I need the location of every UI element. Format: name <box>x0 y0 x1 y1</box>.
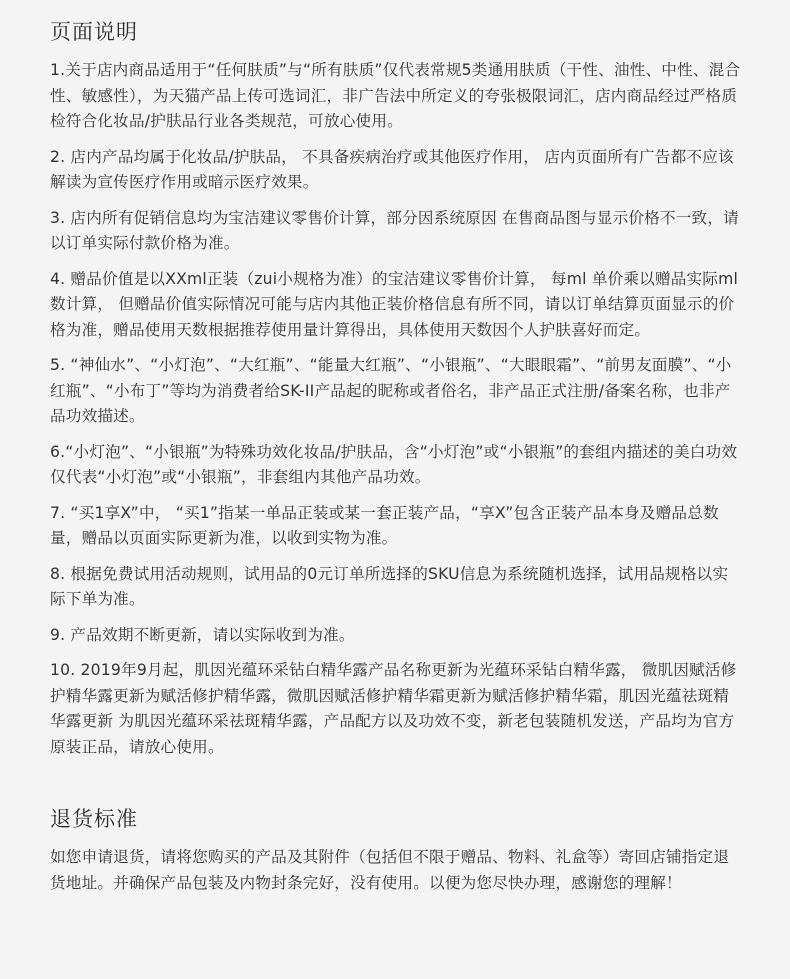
description-paragraph-3: 3. 店内所有促销信息均为宝洁建议零售价计算，部分因系统原因 在售商品图与显示价格不一致，请以订单实际付款价格为准。 <box>50 208 739 252</box>
description-paragraph-10: 10. 2019年9月起，肌因光蕴环采钻白精华露产品名称更新为光蕴环采钻白精华露， 微肌因赋活修护精华露更新为赋活修护精华露，微肌因赋活修护精华霜更新为赋活修护精华霜，肌因光蕴祛斑精华露更新 为肌因光蕴环采祛斑精华露，产品配方以及功效不变，新老包装随机发送，产品均为官方原装正品，请放心使用。 <box>50 661 737 756</box>
description-paragraph-1: 1.关于店内商品适用于“任何肤质”与“所有肤质”仅代表常规5类通用肤质（干性、油性、中性、混合性、敏感性），为天猫产品上传可选词汇，非广告法中所定义的夸张极限词汇，店内商品经过严格质检符合化妆品/护肤品行业各类规范，可放心使用。 <box>50 61 741 130</box>
description-paragraph-5: 5. “神仙水”、“小灯泡”、“大红瓶”、“能量大红瓶”、“小银瓶”、“大眼眼霜”、“前男友面膜”、“小红瓶”、“小布丁”等均为消费者给SK-II产品起的昵称或者俗名，非产品正式注册/备案名称，也非产品功效描述。 <box>50 356 732 425</box>
description-paragraph-7: 7. “买1享X”中， “买1”指某一单品正装或某一套正装产品，“享X”包含正装产品本身及赠品总数量，赠品以页面实际更新为准，以收到实物为准。 <box>50 503 719 547</box>
description-paragraph-2: 2. 店内产品均属于化妆品/护肤品， 不具备疾病治疗或其他医疗作用， 店内页面所有广告都不应该解读为宣传医疗作用或暗示医疗效果。 <box>50 147 734 191</box>
return-policy-section <box>50 804 742 896</box>
return-policy-title: 退货标准 <box>50 807 138 831</box>
page-description-title: 页面说明 <box>50 20 138 44</box>
description-paragraph-6: 6.“小灯泡”、“小银瓶”为特殊功效化妆品/护肤品，含“小灯泡”或“小银瓶”的套组内描述的美白功效仅代表“小灯泡”或“小银瓶”，非套组内其他产品功效。 <box>50 442 738 486</box>
page-description-section <box>50 17 742 760</box>
description-paragraph-9: 9. 产品效期不断更新，请以实际收到为准。 <box>50 625 355 644</box>
return-policy-text: 如您申请退货，请将您购买的产品及其附件（包括但不限于赠品、物料、礼盒等）寄回店铺指定退货地址。并确保产品包装及内物封条完好，没有使用。以便为您尽快办理，感谢您的理解！ <box>50 848 730 892</box>
description-paragraph-4: 4. 赠品价值是以XXml正装（zui小规格为准）的宝洁建议零售价计算， 每ml 单价乘以赠品实际ml数计算， 但赠品价值实际情况可能与店内其他正装价格信息有所不同，请以订单结算页面显示的价格为准，赠品使用天数根据推荐使用量计算得出，具体使用天数因个人护肤喜好而定。 <box>50 269 739 339</box>
description-paragraph-8: 8. 根据免费试用活动规则，试用品的0元订单所选择的SKU信息为系统随机选择，试用品规格以实际下单为准。 <box>50 564 729 608</box>
